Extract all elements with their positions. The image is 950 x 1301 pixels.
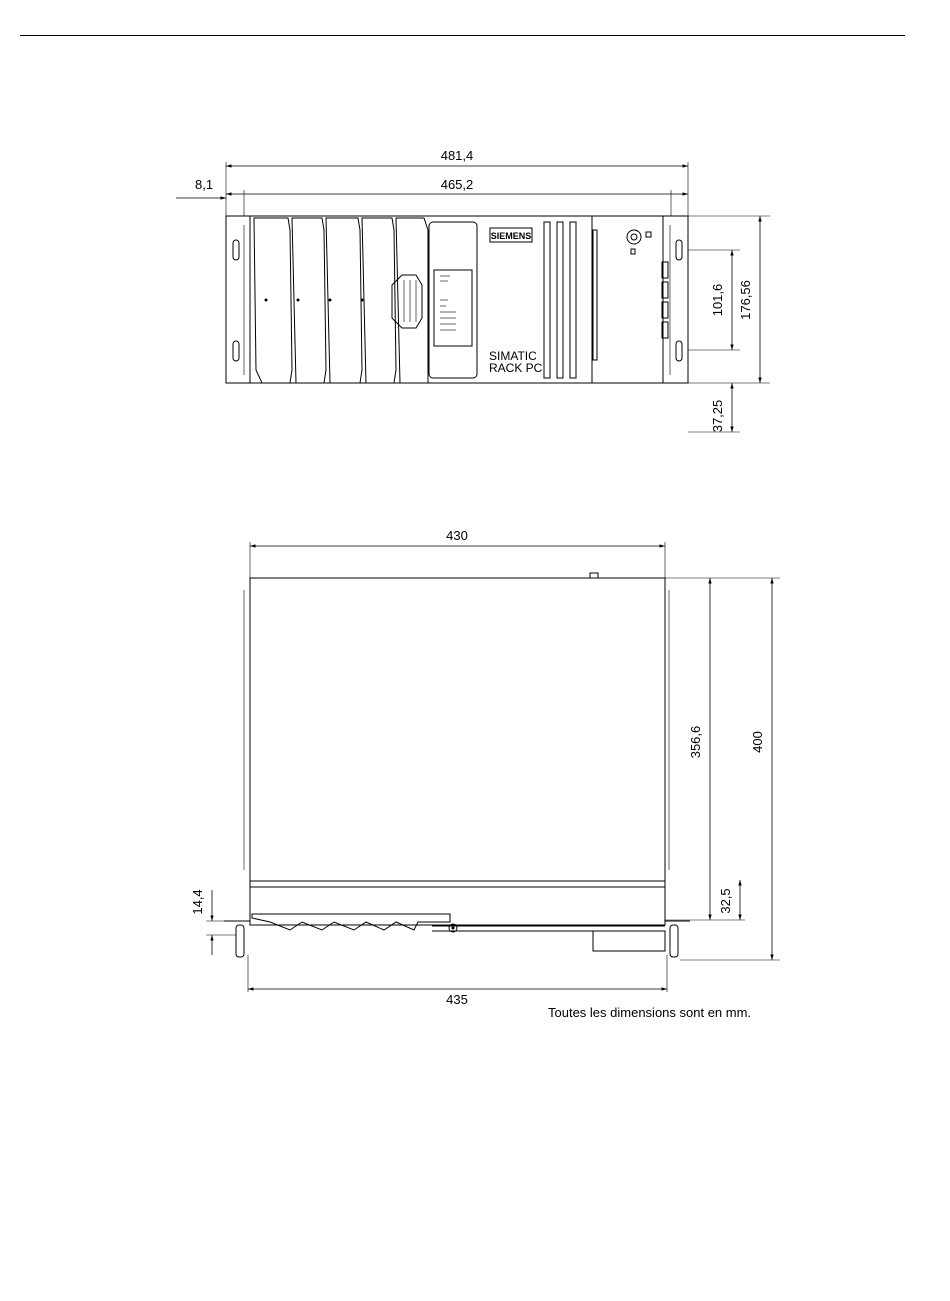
top-view xyxy=(190,528,780,1007)
dim-overall-depth: 400 xyxy=(750,731,765,753)
dim-bottom-offset: 37,25 xyxy=(710,399,725,433)
dim-front-depth: 32,5 xyxy=(718,888,733,914)
front-handles xyxy=(252,914,450,930)
dim-inner-width: 465,2 xyxy=(440,177,474,192)
status-leds xyxy=(434,270,472,346)
dim-width-top: 430 xyxy=(446,528,468,543)
padlock-icon xyxy=(646,232,651,237)
dim-front-offset: 14,4 xyxy=(190,889,205,915)
front-view xyxy=(176,148,770,432)
product-line-1: SIMATIC xyxy=(489,349,537,363)
vent-slots xyxy=(544,222,576,378)
dim-height: 176,56 xyxy=(738,280,753,320)
key-lock-icon xyxy=(627,230,641,244)
dim-width-bottom: 435 xyxy=(446,992,468,1007)
dim-inner-depth: 356,6 xyxy=(688,725,703,759)
brand-label: SIEMENS xyxy=(490,231,532,241)
dim-flange-offset: 8,1 xyxy=(195,177,214,192)
dim-overall-width: 481,4 xyxy=(440,148,474,163)
status-panel xyxy=(429,222,477,378)
dim-mount-spacing: 101,6 xyxy=(710,283,725,317)
product-line-2: RACK PC xyxy=(489,361,543,375)
drive-bays xyxy=(254,218,428,383)
units-footnote: Toutes les dimensions sont en mm. xyxy=(548,1005,752,1020)
